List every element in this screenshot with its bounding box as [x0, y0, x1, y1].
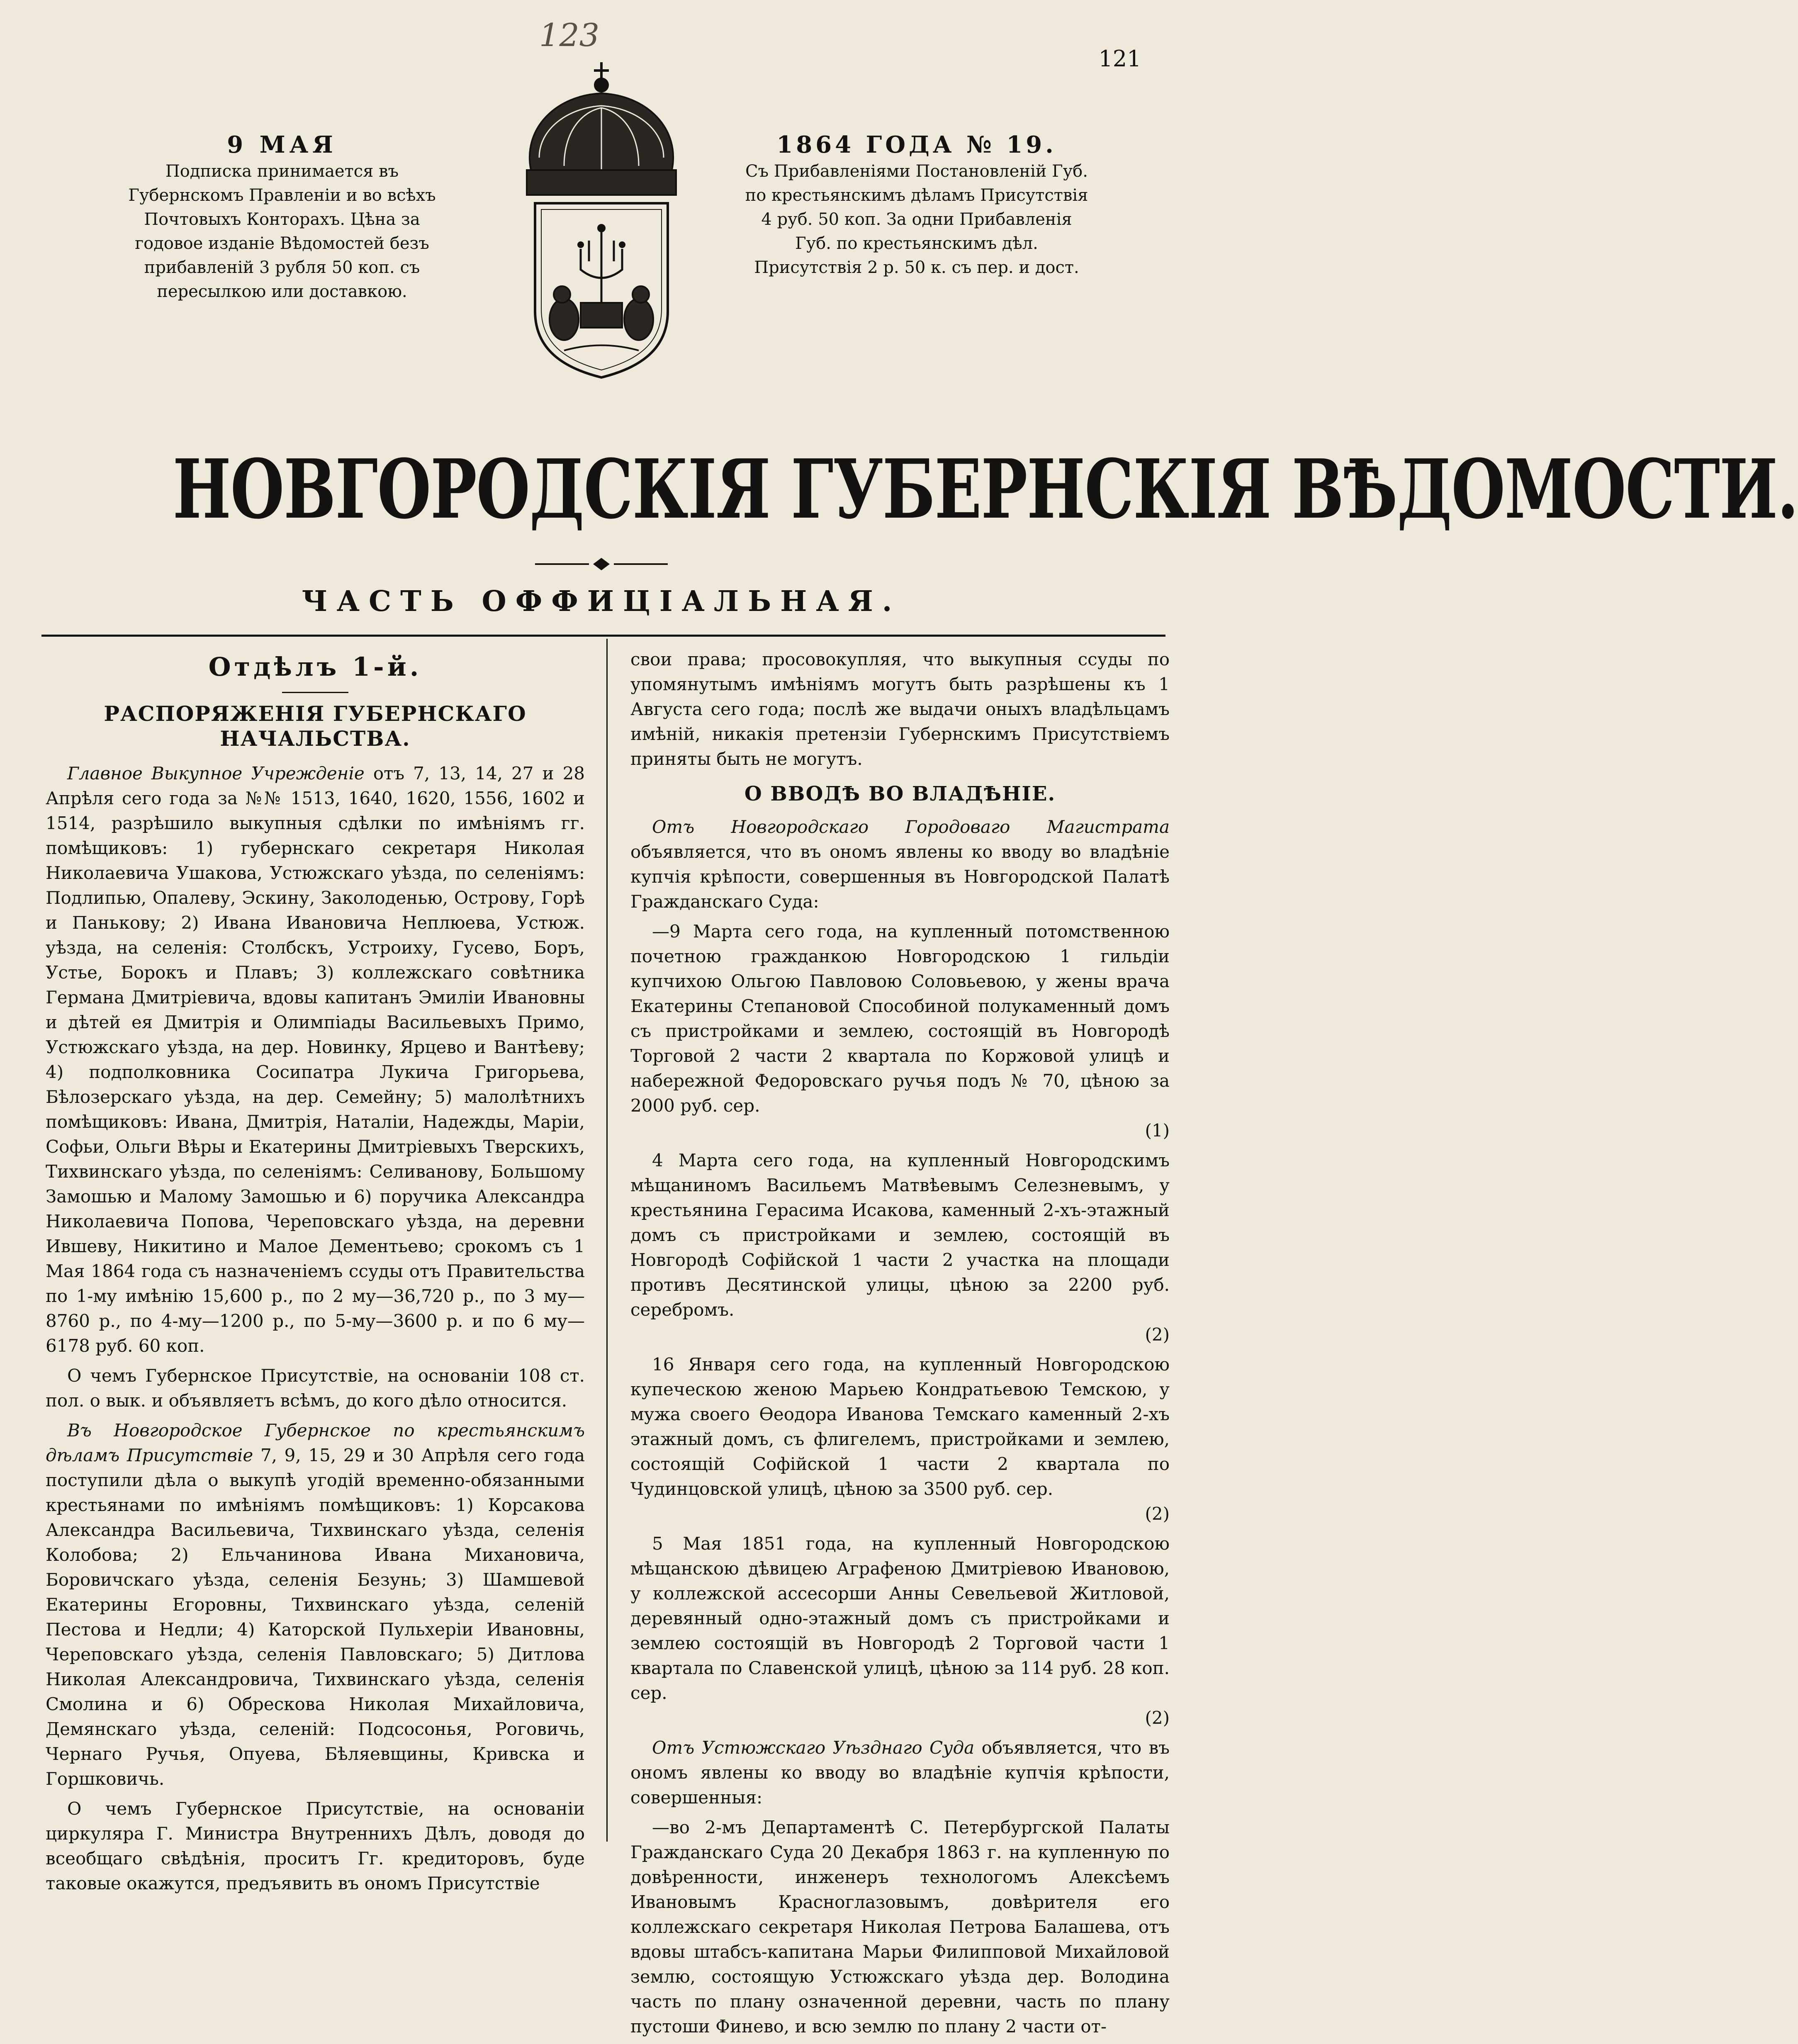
paragraph-lead: Отъ Устюжскаго Уѣзднаго Суда: [652, 1737, 975, 1758]
entry-number: (1): [1145, 1120, 1170, 1141]
paragraph-text: объявляется, что въ ономъ явлены ко вводу во владѣніе купчія крѣпости, совершенныя въ Новгородской Палатѣ Гражданскаго Суда:: [630, 842, 1170, 912]
paragraph: [630, 919, 1170, 1143]
paragraph-text: отъ 7, 13, 14, 27 и 28 Апрѣля сего года за №№ 1513, 1640, 1620, 1556, 1602 и 1514, разрѣшило выкупныя сдѣлки по имѣніямъ гг. помѣщиковъ: 1) губернскаго секретаря Николая Николаевича Ушакова, Устюжскаго уѣзда, по селеніямъ: Подлипью, Опалеву, Эскину, Заколоденью, Острову, Горѣ и Панькову; 2) Ивана Ивановича Неплюева, Устюж. уѣзда, на селенія: Столбскъ, Устроиху, Гусево, Боръ, Устье, Борокъ и Плавъ; 3) коллежскаго совѣтника Германа Дмитріевича, вдовы капитанъ Эмиліи Ивановны и дѣтей ея Дмитрія и Олимпіады Васильевыхъ Примо, Устюжскаго уѣзда, на дер. Новинку, Ярцево и Вантѣеву; 4) подполковника Сосипатра Лукича Григорьева, Бѣлозерскаго уѣзда, на дер. Семейну; 5) малолѣтнихъ помѣщиковъ: Ивана, Дмитрія, Наталіи, Надежды, Маріи, Софьи, Ольги Вѣры и Екатерины Дмитріевыхъ Тверскихъ, Тихвинскаго уѣзда, по селеніямъ: Селиванову, Большому Замошью и Малому Замошью и 6) поручика Александра Николаевича Попова, Череповскаго уѣзда, на деревни Ившеву, Никитино и Малое Дементьево; срокомъ съ 1 Мая 1864 года съ назначеніемъ ссуды отъ Правительства по 1-му имѣнію 15,600 р., по 2 му—36,720 р., по 3 му—8760 р., по 4-му—1200 р., по 5-му—3600 р. и по 6 му—6178 руб. 60 коп.: [46, 763, 585, 1356]
paragraph-text: —9 Марта сего года, на купленный потомственною почетною гражданкою Новгородскою 1 гильдіи купчихою Ольгою Павловою Соловьевою, у жены врача Екатерины Степановой Способиной полукаменный домъ съ пристройками и землею, состоящій въ Новгородѣ Торговой 2 части 2 квартала по Коржовой улицѣ и набережной Федоровскаго ручья подъ № 70, цѣною за 2000 руб. сер.: [630, 921, 1170, 1116]
column-divider: [606, 639, 608, 1842]
paragraph: [630, 1352, 1170, 1526]
heading-rule: [282, 692, 348, 693]
right-column: [630, 647, 1170, 2044]
subscription-text: Подписка принимается въ Губернскомъ Правленіи и во всѣхъ Почтовыхъ Конторахъ. Цѣна за годовое изданіе Вѣдомостей безъ прибавленій 3 рубля 50 коп. съ пересылкою или доставкою.: [128, 162, 436, 301]
paragraph: [46, 1418, 585, 1791]
possession-heading: О ВВОДѢ ВО ВЛАДѢНІЕ.: [744, 782, 1056, 805]
paragraph: свои права; просовокупляя, что выкупныя ссуды по упомянутымъ имѣніямъ могутъ быть разрѣшены къ 1 Августа сего года; послѣ же выдачи оныхъ владѣльцамъ имѣній, никакія претензіи Губернскимъ Присутствіемъ приняты быть не могутъ.: [630, 649, 1170, 769]
issue-date: 9 МАЯ: [227, 131, 337, 158]
paragraph-lead: Главное Выкупное Учрежденіе: [67, 763, 365, 784]
paragraph: [630, 1148, 1170, 1347]
department-heading: Отдѣлъ 1-й.: [208, 652, 422, 682]
handwritten-note: 123: [539, 17, 600, 54]
entry-number: (2): [1145, 1708, 1170, 1728]
paragraph: О чемъ Губернское Присутствіе, на основаніи циркуляра Г. Министра Внутреннихъ Дѣлъ, доводя до всеобщаго свѣдѣнія, проситъ Гг. кредиторовъ, буде таковые окажутся, предъявить въ ономъ Присутствіе: [46, 1798, 585, 1893]
header-rule: [41, 635, 1165, 637]
paragraph: О чемъ Губернское Присутствіе, на основаніи 108 ст. пол. о вык. и объявляетъ всѣмъ, до кого дѣло относится.: [46, 1365, 585, 1411]
entry-number: (2): [1145, 1324, 1170, 1345]
left-column: [46, 647, 585, 1901]
orders-heading: РАСПОРЯЖЕНІЯ ГУБЕРНСКАГО НАЧАЛЬСТВА.: [104, 701, 527, 751]
coat-of-arms-emblem: [498, 54, 705, 427]
masthead-left: [116, 133, 448, 304]
section-subtitle: ЧАСТЬ ОФФИЦІАЛЬНАЯ.: [302, 585, 901, 618]
entry-number: (2): [1145, 1504, 1170, 1524]
paragraph: [630, 1735, 1170, 1810]
paragraph-text: 5 Мая 1851 года, на купленный Новгородскою мѣщанскою дѣвицею Аграфеною Дмитріевою Ивановою, у коллежской ассесорши Анны Севельевой Житловой, деревянный одно-этажный домъ съ пристройками и землею состоящій въ Новгородѣ 2 Торговой части 1 квартала по Славенской улицѣ, цѣною за 114 руб. 28 коп. сер.: [630, 1533, 1170, 1703]
newspaper-title: НОВГОРОДСКІЯ ГУБЕРНСКІЯ ВѢДОМОСТИ.: [173, 442, 1798, 537]
title-ornament: [535, 556, 668, 572]
paragraph-text: объявляется, что въ ономъ явлены ко вводу во владѣніе купчія крѣпости, совершенныя:: [630, 1737, 1170, 1808]
paragraph: [630, 815, 1170, 914]
paragraph: [630, 1531, 1170, 1730]
paragraph-text: 4 Марта сего года, на купленный Новгородскимъ мѣщаниномъ Васильемъ Матвѣевымъ Селезневымъ, у крестьянина Герасима Исакова, каменный 2-хъ-этажный домъ съ пристройками и землею, состоящій въ Новгородѣ Софійской 1 части 2 участка на площади противъ Десятинской улицы, цѣною за 2200 руб. серебромъ.: [630, 1150, 1170, 1320]
paragraph: —во 2-мъ Департаментѣ С. Петербургской Палаты Гражданскаго Суда 20 Декабря 1863 г. на купленную по довѣренности, инженеръ технологомъ Алексѣемъ Ивановымъ Красноглазовымъ, довѣрителя его коллежскаго секретаря Николая Петрова Балашева, отъ вдовы штабсъ-капитана Марьи Филипповой Михайловой землю, состоящую Устюжскаго уѣзда дер. Володина часть по плану означенной деревни, часть по плану пустоши Финево, и всю землю по плану 2 части от-: [630, 1817, 1170, 2037]
masthead-right: [742, 133, 1091, 280]
paragraph-lead: Въ Новгородское Губернское по крестьянскимъ дѣламъ Присутствіе: [46, 1420, 585, 1465]
paragraph-text: 7, 9, 15, 29 и 30 Апрѣля сего года поступили дѣла о выкупѣ угодій временно-обязанными крестьянами по имѣніямъ помѣщиковъ: 1) Корсакова Александра Васильевича, Тихвинскаго уѣзда, селенія Колобова; 2) Ельчанинова Ивана Михановича, Боровичскаго уѣзда, селенія Безунь; 3) Шамшевой Екатерины Егоровны, Тихвинскаго уѣзда, селеній Пестова и Недли; 4) Каторской Пульхеріи Ивановны, Череповскаго уѣзда, селенія Павловскаго; 5) Дитлова Николая Александровича, Тихвинскаго уѣзда, селенія Смолина и 6) Обрескова Николая Михайловича, Демянскаго уѣзда, селеній: Подсосонья, Роговичь, Чернаго Ручья, Опуева, Бѣляевщины, Кривска и Горшковичь.: [46, 1445, 585, 1789]
paragraph: [46, 761, 585, 1358]
paragraph-lead: Отъ Новгородскаго Городоваго Магистрата: [652, 817, 1170, 837]
year-issue: 1864 ГОДА № 19.: [776, 131, 1057, 158]
page-number: 121: [1098, 46, 1141, 72]
paragraph-text: 16 Января сего года, на купленный Новгородскою купеческою женою Марьею Кондратьевою Темскою, у мужа своего Ѳеодора Иванова Темскаго каменный 2-хъ этажный домъ, съ флигелемъ, пристройками и землею, состоящій Софійской 1 части 2 квартала по Чудинцовской улицѣ, цѣною за 3500 руб. сер.: [630, 1354, 1170, 1499]
price-text: Съ Прибавленіями Постановленій Губ. по крестьянскимъ дѣламъ Присутствія 4 руб. 50 коп. За одни Прибавленія Губ. по крестьянскимъ дѣл. Присутствія 2 р. 50 к. съ пер. и дост.: [745, 162, 1088, 277]
